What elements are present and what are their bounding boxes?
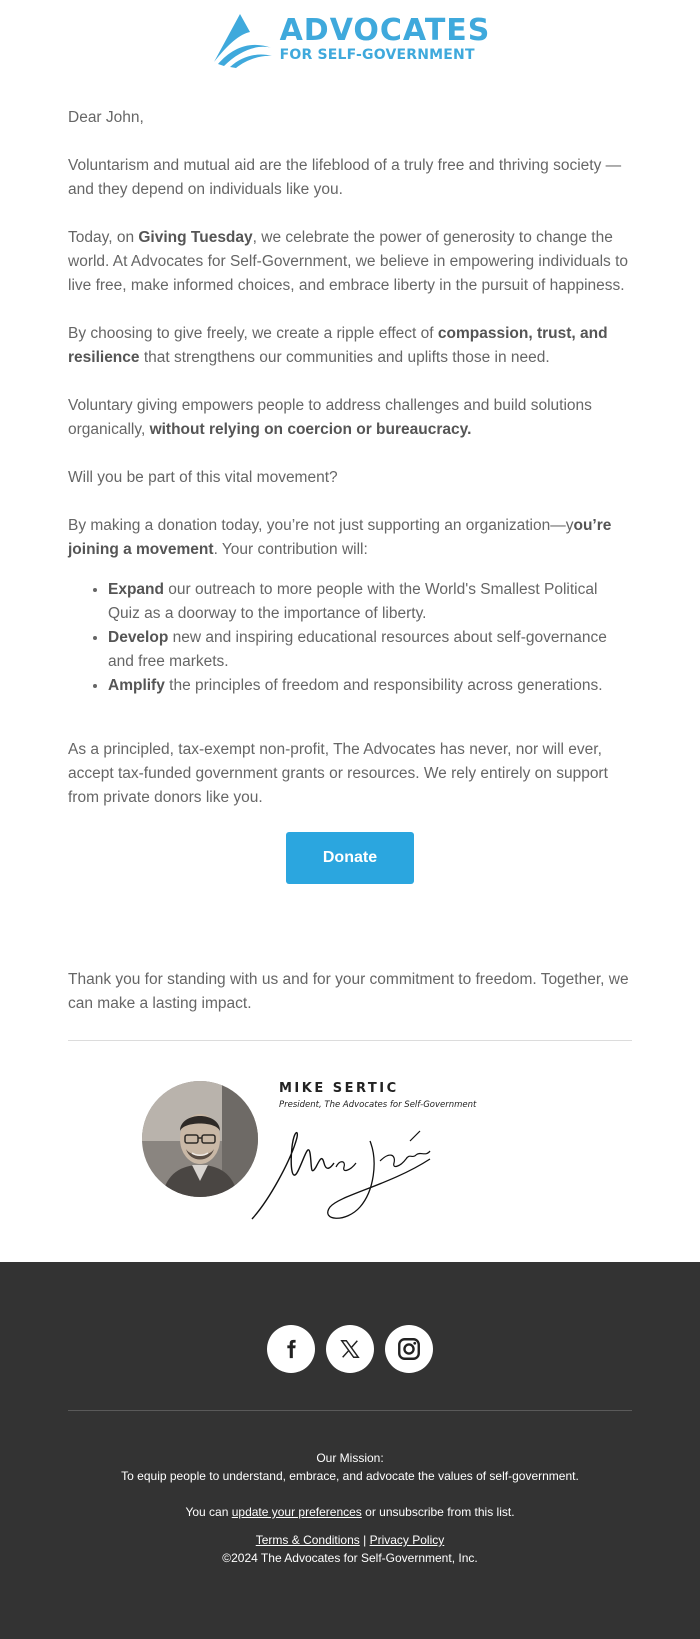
paragraph-3: By choosing to give freely, we create a ripple effect of compassion, trust, and resilience that strengthens our communities and uplifts those in need. [68, 325, 608, 366]
paragraph-8: Thank you for standing with us and for your commitment to freedom. Together, we can make a lasting impact. [68, 971, 629, 1012]
greeting: Dear John, [68, 109, 144, 126]
letter-body [0, 78, 700, 1016]
contribution-list [68, 578, 632, 698]
list-item: • Expand our outreach to more people with the World's Smallest Political Quiz as a doorway to the importance of liberty. [108, 578, 632, 626]
logo-line1: ADVOCATES [279, 13, 491, 48]
logo-wordmark [279, 13, 491, 63]
advocates-logo-icon [210, 10, 274, 68]
mission-text: To equip people to understand, embrace, and advocate the values of self-government. [121, 1469, 579, 1483]
logo-line2: FOR SELF-GOVERNMENT [279, 47, 475, 63]
social-links [0, 1325, 700, 1373]
legal-links: Terms & Conditions | Privacy Policy [255, 1533, 445, 1547]
facebook-icon[interactable] [267, 1325, 315, 1373]
list-item: • Develop new and inspiring educational resources about self-governance and free markets. [108, 626, 632, 674]
signer-name: MIKE SERTIC [279, 1081, 399, 1096]
privacy-link[interactable]: Privacy Policy [369, 1533, 445, 1547]
list-item: • Amplify the principles of freedom and responsibility across generations. [108, 674, 632, 698]
footer [0, 1262, 700, 1639]
update-preferences-link[interactable]: update your preferences [231, 1505, 362, 1519]
x-icon[interactable] [326, 1325, 374, 1373]
donate-now-button[interactable]: Donate Now [286, 832, 414, 884]
footer-divider [68, 1410, 632, 1411]
signer-photo [142, 1081, 258, 1197]
header-logo[interactable] [0, 0, 700, 78]
paragraph-7: As a principled, tax-exempt non-profit, The Advocates has never, nor will ever, accept tax-funded government grants or resources. We rely entirely on support from private donors like you. [68, 741, 608, 806]
preferences-line: You can update your preferences or unsubscribe from this list. [185, 1505, 515, 1519]
paragraph-6: By making a donation today, you’re not just supporting an organization—you’re joining a movement. Your contribution will: [68, 517, 612, 558]
footer-text [0, 1449, 700, 1567]
handwritten-signature-icon [250, 1111, 450, 1221]
paragraph-1: Voluntarism and mutual aid are the lifeblood of a truly free and thriving society —and they depend on individuals like you. [68, 157, 622, 198]
signature-block [0, 1041, 700, 1271]
signer-title: President, The Advocates for Self-Government [279, 1100, 477, 1110]
paragraph-2: Today, on Giving Tuesday, we celebrate the power of generosity to change the world. At Advocates for Self-Government, we believe in empowering individuals to live free, make informed choices, and embrace liberty in the pursuit of happiness. [68, 229, 629, 294]
copyright: ©2024 The Advocates for Self-Government, Inc. [222, 1551, 478, 1565]
paragraph-5: Will you be part of this vital movement? [68, 469, 338, 486]
terms-link[interactable]: Terms & Conditions [255, 1533, 360, 1547]
instagram-icon[interactable] [385, 1325, 433, 1373]
mission-heading: Our Mission: [316, 1451, 384, 1465]
paragraph-4: Voluntary giving empowers people to address challenges and build solutions organically, without relying on coercion or bureaucracy. [68, 397, 592, 438]
